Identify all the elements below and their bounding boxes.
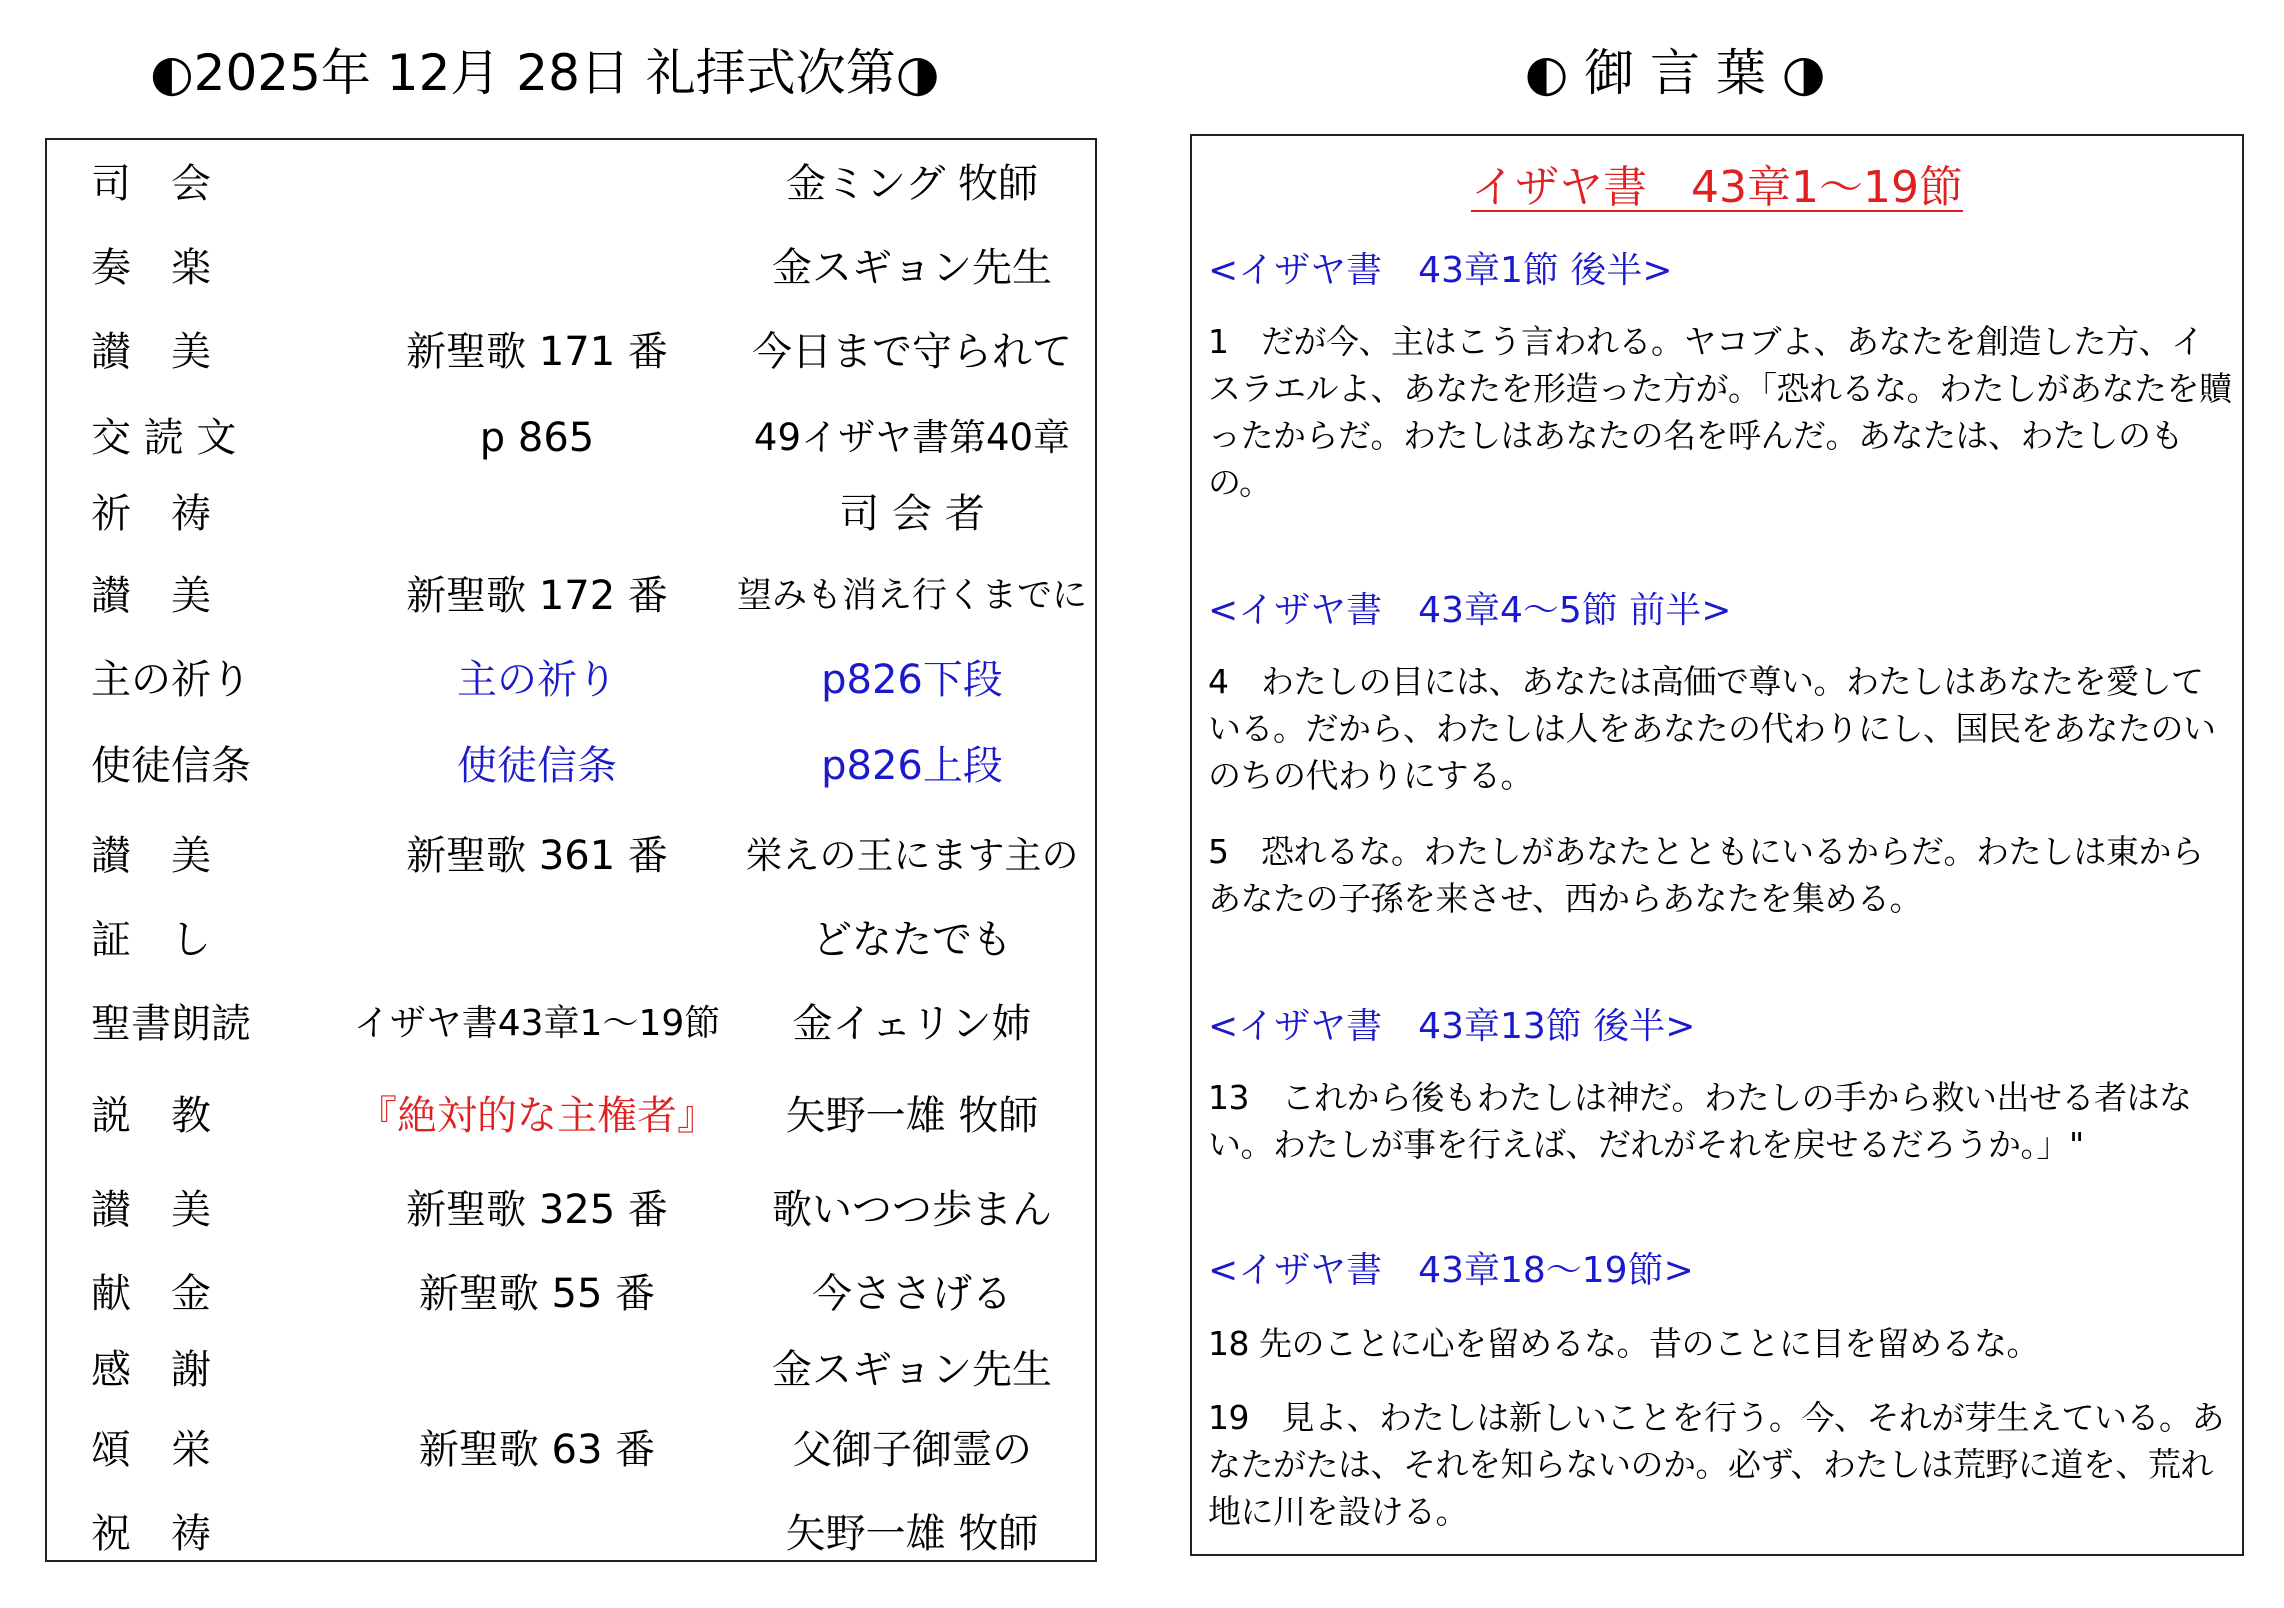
program-row	[47, 826, 1095, 886]
program-row	[47, 238, 1095, 298]
program-detail: 主の祈り	[457, 657, 617, 703]
scripture-reference: <イザヤ書 43章4～5節 前半>	[1208, 590, 1732, 631]
program-row	[47, 154, 1095, 214]
program-row	[47, 994, 1095, 1054]
program-role: 主の祈り	[91, 657, 251, 703]
order-of-service-table	[45, 138, 1097, 1562]
program-detail: p 865	[479, 415, 595, 461]
program-detail: 新聖歌 171 番	[406, 329, 668, 375]
scripture-reference: <イザヤ書 43章13節 後半>	[1208, 1006, 1696, 1047]
program-row	[47, 1420, 1095, 1480]
program-role: 交 読 文	[91, 415, 237, 461]
sermon-title: 『絶対的な主権者』	[357, 1093, 717, 1139]
program-row	[47, 736, 1095, 796]
program-role: 献 金	[91, 1271, 211, 1317]
program-person: 金スギョン先生	[772, 245, 1052, 291]
program-detail: 新聖歌 172 番	[406, 573, 668, 619]
program-row	[47, 1086, 1095, 1146]
program-person: どなたでも	[812, 917, 1012, 963]
scripture-verse: 4 わたしの目には、あなたは高価で尊い。わたしはあなたを愛している。だから、わたしは人をあなたの代わりにし、国民をあなたのいのちの代わりにする。	[1208, 662, 2216, 795]
program-person: 金イェリン姉	[792, 1001, 1032, 1047]
program-person: 金スギョン先生	[772, 1347, 1052, 1393]
program-person: 栄えの王にます主の	[745, 834, 1079, 877]
program-person: 矢野一雄 牧師	[785, 1511, 1039, 1557]
program-role: 説 教	[91, 1093, 211, 1139]
program-row	[47, 650, 1095, 710]
scripture-reference: <イザヤ書 43章18～19節>	[1208, 1250, 1694, 1291]
scripture-panel	[1190, 134, 2244, 1556]
program-role: 讃 美	[91, 833, 211, 879]
program-role: 讃 美	[91, 573, 211, 619]
program-row	[47, 322, 1095, 382]
program-detail: イザヤ書43章1～19節	[353, 1003, 721, 1044]
program-role: 証 し	[91, 917, 211, 963]
program-detail: 新聖歌 325 番	[406, 1187, 668, 1233]
program-role: 讃 美	[91, 1187, 211, 1233]
program-role: 司 会	[91, 161, 211, 207]
program-person: 望みも消え行くまでに	[737, 576, 1087, 616]
program-person: 今ささげる	[812, 1271, 1012, 1317]
program-person: p826下段	[821, 657, 1003, 703]
program-row	[47, 910, 1095, 970]
scripture-verse: 18 先のことに心を留めるな。昔のことに目を留めるな。	[1208, 1324, 2039, 1363]
program-role: 感 謝	[91, 1347, 211, 1393]
scripture-heading: ◐ 御 言 葉 ◑	[1524, 44, 1826, 102]
program-person: 矢野一雄 牧師	[785, 1093, 1039, 1139]
program-role: 祈 祷	[91, 491, 211, 537]
program-row	[47, 408, 1095, 468]
program-person: 49イザヤ書第40章	[753, 416, 1071, 459]
scripture-verse: 5 恐れるな。わたしがあなたとともにいるからだ。わたしは東からあなたの子孫を来させ、西からあなたを集める。	[1208, 832, 2204, 918]
scripture-verse: 19 見よ、わたしは新しいことを行う。今、それが芽生えている。あなたがたは、それを知らないのか。必ず、わたしは荒野に道を、荒れ地に川を設ける。	[1208, 1398, 2224, 1531]
program-detail: 使徒信条	[457, 743, 617, 789]
program-row	[47, 566, 1095, 626]
program-person: 父御子御霊の	[792, 1427, 1032, 1473]
program-role: 頌 栄	[91, 1427, 211, 1473]
program-row	[47, 1264, 1095, 1324]
program-detail: 新聖歌 361 番	[406, 833, 668, 879]
program-row	[47, 1504, 1095, 1564]
program-role: 聖書朗読	[91, 1001, 251, 1047]
program-person: 今日まで守られて	[752, 329, 1072, 375]
scripture-verse: 13 これから後もわたしは神だ。わたしの手から救い出せる者はない。わたしが事を行えば、だれがそれを戻せるだろうか。」"	[1208, 1078, 2192, 1164]
program-role: 使徒信条	[91, 743, 251, 789]
program-row	[47, 484, 1095, 544]
program-heading: ◐2025年 12月 28日 礼拝式次第◑	[150, 44, 940, 102]
program-role: 祝 祷	[91, 1511, 211, 1557]
program-person: p826上段	[821, 743, 1003, 789]
program-detail: 新聖歌 55 番	[418, 1271, 656, 1317]
program-person: 金ミング 牧師	[786, 161, 1038, 207]
program-role: 奏 楽	[91, 245, 211, 291]
program-row	[47, 1180, 1095, 1240]
program-detail: 新聖歌 63 番	[418, 1427, 656, 1473]
scripture-reference: <イザヤ書 43章1節 後半>	[1208, 250, 1673, 291]
program-person: 歌いつつ歩まん	[772, 1187, 1052, 1233]
program-row	[47, 1340, 1095, 1400]
scripture-verse: 1 だが今、主はこう言われる。ヤコブよ、あなたを創造した方、イスラエルよ、あなたを形造った方が。「恐れるな。わたしがあなたを贖ったからだ。わたしはあなたの名を呼んだ。あなたは、わたしのもの。	[1208, 322, 2232, 502]
program-role: 讃 美	[91, 329, 211, 375]
scripture-title: イザヤ書 43章1～19節	[1471, 162, 1963, 213]
program-person: 司 会 者	[839, 491, 985, 537]
